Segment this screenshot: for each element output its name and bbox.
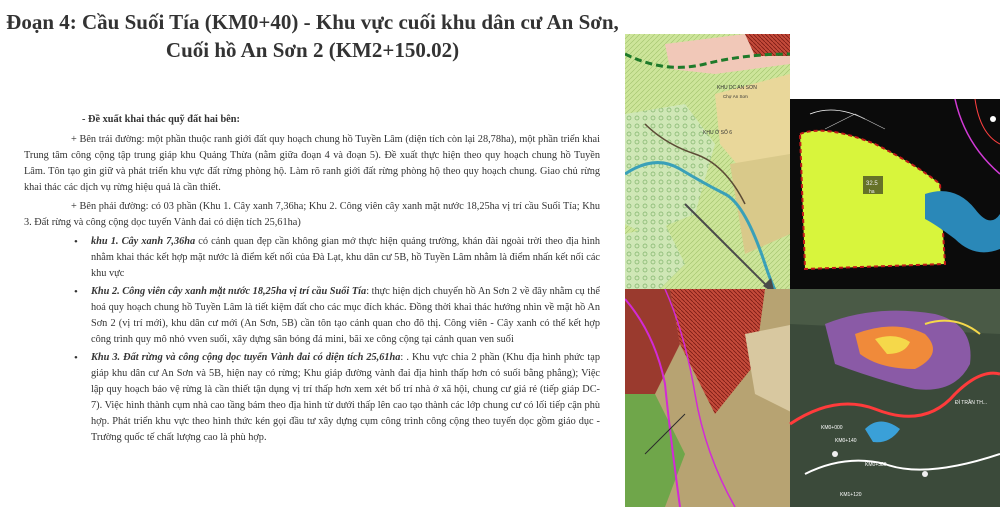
map-label: ĐÌ TRẦN TH... <box>955 400 988 406</box>
left-side-paragraph: + Bên trái đường: một phần thuộc ranh giới đất quy hoạch chung hồ Tuyền Lâm (diện tích còn lại 28,78ha), một phần triển khai Trung tâm công cộng tập trung giáp khu Quảng Thừa (nằm giữa đoạn 4 và đoạn 5). Đề xuất thực hiện theo quy hoạch chung hồ Tuyền Lâm. Tôn tạo gìn giữ và phát triển khu vực đất rừng phòng hộ. Làm rõ ranh giới đất rừng phòng hộ theo quy hoạch chung. Giao chủ rừng khai thác các dịch vụ rừng hiệu quả là cần thiết. <box>24 134 600 193</box>
zone-text: : thực hiện dịch chuyển hồ An Sơn 2 về đây nhằm cụ thể hoá quy hoạch chung hồ Tuyền Lâm là tiết kiệm đất cho các mục đích khác. Đồng thời khai thác hướng nhìn về mặt hồ An Sơn 2 (vị trí mới), khu dân cư mới (An Sơn, 5B) cần tôn tạo cảnh quan cho đô thị. Công viên - Cây xanh có thể kết hợp công trình quy mô nhỏ vven suối, xây dựng sân bóng đá mini, bãi xe công cộng tại cảnh quan ven suối <box>91 286 600 345</box>
map-label: KM0+000 <box>821 425 843 431</box>
zone-item <box>24 234 600 282</box>
cad-map-top-right <box>790 99 1000 294</box>
right-side-paragraph: + Bên phải đường: có 03 phần (Khu 1. Cây xanh 7,36ha; Khu 2. Công viên cây xanh mặt nước 18,25ha vị trí cầu Suối Tía; Khu 3. Đất rừng và công cộng dọc tuyến Vành đai có diện tích 25,61ha) <box>24 201 600 228</box>
proposal-heading: - Đề xuất khai thác quỹ đất hai bên: <box>82 114 240 125</box>
title-line-1: Đoạn 4: Cầu Suối Tía (KM0+40) - Khu vực cuối khu dân cư An Sơn, <box>6 10 619 34</box>
zone-list <box>24 234 600 446</box>
bullet-icon: • <box>74 352 78 364</box>
map-collage <box>625 34 1000 507</box>
map-label: KM0+140 <box>835 438 857 444</box>
zone-item <box>24 284 600 348</box>
zone-lead: Khu 2. Công viên cây xanh mặt nước 18,25ha vị trí cầu Suối Tía <box>91 286 367 297</box>
zone-item <box>24 350 600 446</box>
planning-map-top-left <box>625 34 790 302</box>
title-line-2: Cuối hồ An Sơn 2 (KM2+150.02) <box>165 38 460 62</box>
zone-lead: Khu 3. Đất rừng và công cộng dọc tuyến Vành đai có diện tích 25,61ha <box>91 352 401 363</box>
map-label: KHU DC AN SƠN <box>717 85 757 91</box>
bullet-icon: • <box>74 286 78 298</box>
map-label: KM1+120 <box>840 492 862 498</box>
satellite-map-bottom-right <box>790 289 1000 507</box>
zoning-map-bottom-left <box>625 289 795 507</box>
proposal-text <box>24 112 600 448</box>
map-label: KM0+380 <box>865 462 887 468</box>
map-label: Chợ An Sơn <box>723 94 748 99</box>
bullet-icon: • <box>74 236 78 248</box>
page-title <box>0 8 625 64</box>
zone-text: : . Khu vực chia 2 phần (Khu địa hình phức tạp giáp khu dân cư An Sơn và 5B, hiện nay có rừng; Khu giáp đường vành đai địa hình thấp hơn có suối bằng phẳng); Việc lập quy hoạch bảo vệ rừng là cần thiết tận dụng vị trí thấp hơn xem xét bố trí nhà ở xã hội, chung cư giá rẻ (tiếp giáp DC-7). Việc hình thành cụm nhà cao tầng bám theo địa hình từ dưới thấp lên cao tạo thành các lớp chung cư có lối tiếp cận phù hợp. Phát triển khu vực theo hình thức kén gọi đầu tư xây dựng cụm công trình công cộng theo tuyến dọc gồm giáo dục - Trường quốc tế chất lượng cao là phù hợp. <box>91 352 600 443</box>
zone-lead: khu 1. Cây xanh 7,36ha <box>91 236 196 247</box>
map-label: ha <box>869 189 875 195</box>
zone-text: có cảnh quan đẹp cần không gian mở thực hiện quảng trường, khán đài ngoài trời theo địa hình nhằm khai thác kết hợp mặt nước là điểm kết nối của Đà Lạt, khu dân cư 5B, hồ Tuyền Lâm nhằm là điểm nhấn kết nối các khu vực <box>91 236 600 279</box>
map-label: KHU Ở SỐ 6 <box>703 130 733 136</box>
map-label: 32.5 <box>866 181 878 187</box>
